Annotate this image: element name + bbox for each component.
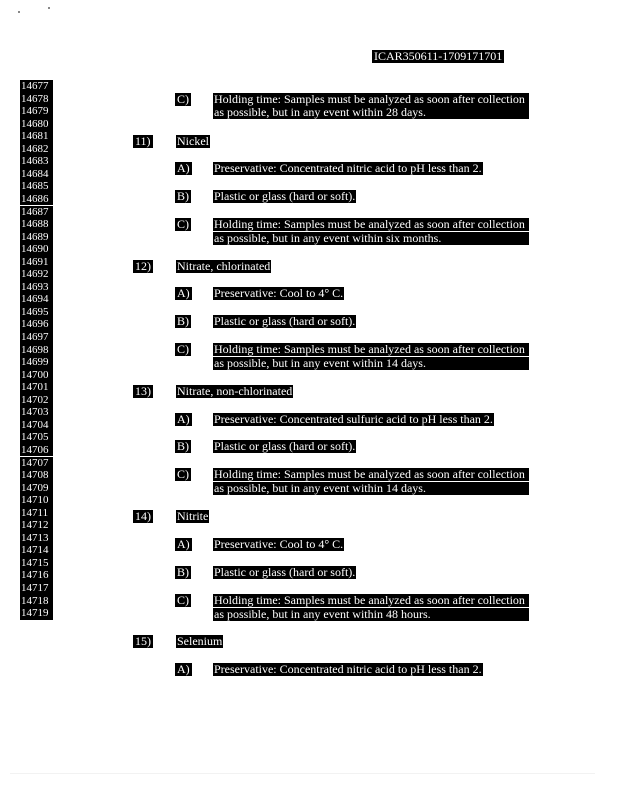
sub-item-letter: B): [177, 189, 189, 203]
line-number: 14711: [20, 507, 53, 520]
sub-item-letter: B): [177, 565, 189, 579]
sub-item-letter: A): [177, 662, 190, 676]
sub-item-letter: B): [177, 439, 189, 453]
line-number: 14689: [20, 231, 53, 244]
item-number: 13): [135, 384, 151, 398]
sub-item-text: Plastic or glass (hard or soft).: [214, 565, 356, 579]
sub-item-text: as possible, but in any event within 14 days.: [213, 357, 529, 370]
line-number: 14692: [20, 268, 53, 281]
line-number: 14716: [20, 569, 53, 582]
line-number: 14719: [20, 607, 53, 620]
line-number: 14683: [20, 155, 53, 168]
sub-item-text: Preservative: Cool to 4° C.: [214, 537, 344, 551]
scan-speck: [18, 11, 20, 13]
sub-item-text: Preservative: Concentrated nitric acid to pH less than 2.: [214, 161, 482, 175]
sub-item-text: Plastic or glass (hard or soft).: [214, 439, 356, 453]
line-number: 14698: [20, 344, 53, 357]
sub-item-letter: C): [177, 92, 189, 106]
sub-item-letter: C): [177, 217, 189, 231]
sub-item-text: as possible, but in any event within 48 hours.: [213, 608, 529, 621]
sub-item-text: as possible, but in any event within 14 days.: [213, 482, 529, 495]
line-number: 14706: [20, 444, 53, 457]
line-number: 14710: [20, 494, 53, 507]
line-number: 14700: [20, 369, 53, 382]
item-number: 12): [135, 259, 151, 273]
sub-item-letter: C): [177, 593, 189, 607]
line-number: 14705: [20, 431, 53, 444]
line-number: 14677: [20, 80, 53, 93]
line-number: 14708: [20, 469, 53, 482]
line-number: 14681: [20, 130, 53, 143]
line-number: 14699: [20, 356, 53, 369]
line-number: 14707: [20, 457, 53, 470]
line-number: 14679: [20, 105, 53, 118]
item-number: 15): [135, 634, 151, 648]
line-number: 14697: [20, 331, 53, 344]
sub-item-letter: A): [177, 161, 190, 175]
line-number: 14703: [20, 406, 53, 419]
line-number: 14709: [20, 482, 53, 495]
line-number: 14686: [20, 193, 53, 206]
sub-item-text: Preservative: Concentrated nitric acid to pH less than 2.: [214, 662, 482, 676]
line-number: 14695: [20, 306, 53, 319]
sub-item-letter: C): [177, 467, 189, 481]
line-number: 14691: [20, 256, 53, 269]
sub-item-text: as possible, but in any event within 28 days.: [213, 106, 529, 119]
line-number: 14685: [20, 180, 53, 193]
sub-item-text: Holding time: Samples must be analyzed as soon after collection: [213, 594, 529, 607]
scan-speck: [48, 7, 50, 9]
sub-item-letter: B): [177, 314, 189, 328]
line-number: 14684: [20, 168, 53, 181]
line-number: 14712: [20, 519, 53, 532]
item-title: Nickel: [177, 134, 209, 148]
item-title: Nitrite: [177, 509, 209, 523]
item-number: 11): [135, 134, 151, 148]
line-number: 14682: [20, 143, 53, 156]
line-number: 14678: [20, 93, 53, 106]
sub-item-letter: A): [177, 286, 190, 300]
item-number: 14): [135, 509, 151, 523]
line-number: 14715: [20, 557, 53, 570]
line-number: 14696: [20, 318, 53, 331]
line-number: 14704: [20, 419, 53, 432]
line-number: 14693: [20, 281, 53, 294]
line-number: 14717: [20, 582, 53, 595]
sub-item-text: Holding time: Samples must be analyzed as soon after collection: [213, 218, 529, 231]
sub-item-text: Preservative: Cool to 4° C.: [214, 286, 344, 300]
document-code: ICAR350611-1709171701: [374, 49, 503, 63]
line-number: 14687: [20, 206, 53, 219]
line-number: 14701: [20, 381, 53, 394]
line-number: 14713: [20, 532, 53, 545]
footer-divider: [10, 773, 595, 774]
item-title: Nitrate, chlorinated: [177, 259, 271, 273]
line-number: 14702: [20, 394, 53, 407]
sub-item-letter: A): [177, 537, 190, 551]
sub-item-letter: A): [177, 412, 190, 426]
sub-item-text: Holding time: Samples must be analyzed as soon after collection: [213, 343, 529, 356]
sub-item-text: Holding time: Samples must be analyzed as soon after collection: [213, 93, 529, 106]
item-title: Nitrate, non-chlorinated: [177, 384, 293, 398]
line-number: 14690: [20, 243, 53, 256]
sub-item-text: Preservative: Concentrated sulfuric acid to pH less than 2.: [214, 412, 493, 426]
line-number: 14680: [20, 118, 53, 131]
sub-item-text: Plastic or glass (hard or soft).: [214, 314, 356, 328]
sub-item-text: Holding time: Samples must be analyzed as soon after collection: [213, 468, 529, 481]
item-title: Selenium: [177, 634, 223, 648]
line-number: 14688: [20, 218, 53, 231]
sub-item-text: Plastic or glass (hard or soft).: [214, 189, 356, 203]
sub-item-letter: C): [177, 342, 189, 356]
line-number: 14694: [20, 293, 53, 306]
line-number: 14714: [20, 544, 53, 557]
sub-item-text: as possible, but in any event within six months.: [213, 232, 529, 245]
line-number: 14718: [20, 595, 53, 608]
